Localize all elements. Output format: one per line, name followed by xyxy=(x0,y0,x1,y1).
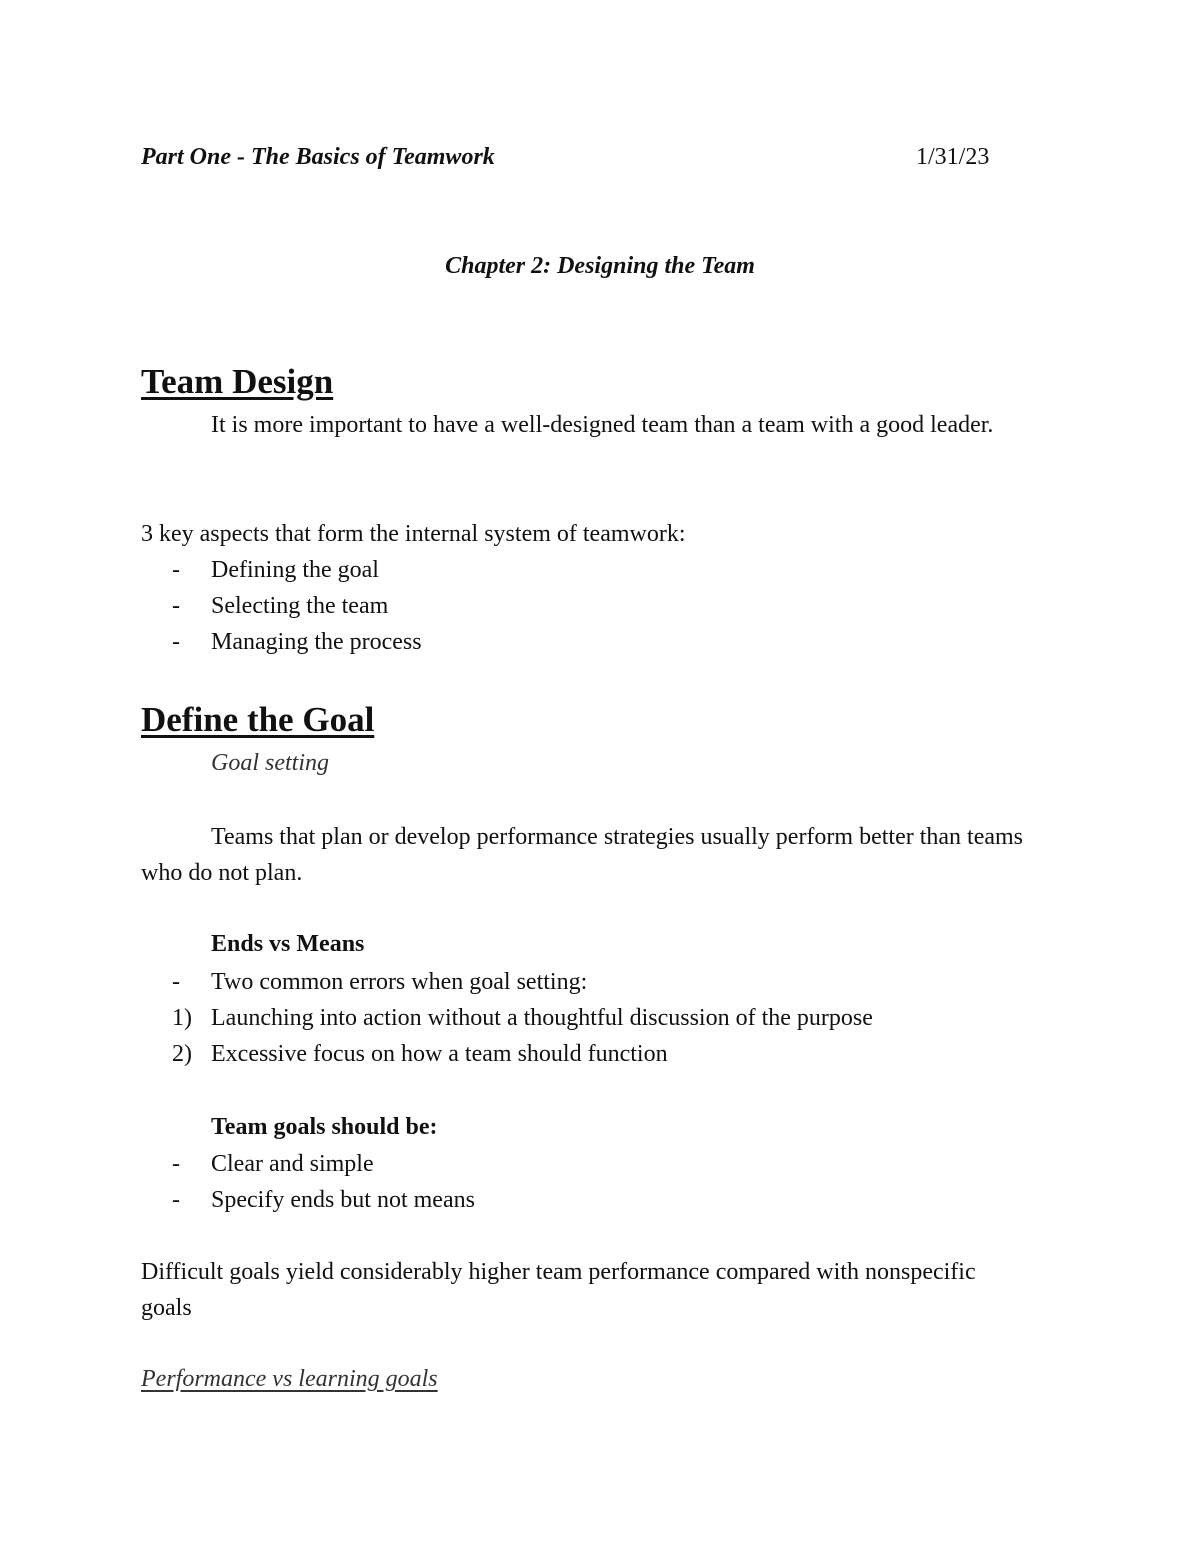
define-goal-heading: Define the Goal xyxy=(141,700,375,739)
list-item xyxy=(172,624,422,660)
list-marker: - xyxy=(172,1151,180,1177)
list-marker: 1) xyxy=(172,1005,192,1031)
ends-means-list xyxy=(172,964,873,1072)
list-item-text: Excessive focus on how a team should function xyxy=(211,1041,668,1067)
team-design-paragraph: It is more important to have a well-designed team than a team with a good leader. xyxy=(211,412,994,438)
list-item-text: Specify ends but not means xyxy=(211,1187,475,1213)
performance-vs-learning-heading: Performance vs learning goals xyxy=(141,1366,438,1392)
list-item xyxy=(172,588,422,624)
header-title: Part One - The Basics of Teamwork xyxy=(141,144,495,170)
team-design-heading: Team Design xyxy=(141,362,334,401)
difficult-goals-text: Difficult goals yield considerably higher team performance compared with nonspecific goals xyxy=(141,1259,976,1321)
list-marker: 2) xyxy=(172,1041,192,1067)
list-marker: - xyxy=(172,1187,180,1213)
list-item xyxy=(172,1146,475,1182)
list-item-text: Defining the goal xyxy=(211,557,379,583)
list-item xyxy=(172,964,873,1000)
list-marker: - xyxy=(172,593,180,619)
list-item-text: Selecting the team xyxy=(211,593,389,619)
goal-setting-subheading: Goal setting xyxy=(211,750,329,776)
chapter-title: Chapter 2: Designing the Team xyxy=(445,253,755,279)
list-item xyxy=(172,1036,873,1072)
list-marker: - xyxy=(172,629,180,655)
list-item-text: Launching into action without a thoughtful discussion of the purpose xyxy=(211,1005,873,1031)
list-item xyxy=(172,552,422,588)
define-goal-paragraph: Teams that plan or develop performance strategies usually perform better than teams who do not plan. xyxy=(141,824,1024,886)
list-item xyxy=(172,1000,873,1036)
list-item xyxy=(172,1182,475,1218)
ends-vs-means-title: Ends vs Means xyxy=(211,931,365,957)
list-marker: - xyxy=(172,557,180,583)
aspects-list xyxy=(172,552,422,660)
aspects-intro: 3 key aspects that form the internal system of teamwork: xyxy=(141,521,686,547)
list-item-text: Two common errors when goal setting: xyxy=(211,969,588,995)
header-date: 1/31/23 xyxy=(916,144,990,170)
list-item-text: Clear and simple xyxy=(211,1151,374,1177)
team-goals-list xyxy=(172,1146,475,1218)
team-goals-title: Team goals should be: xyxy=(211,1114,438,1140)
list-marker: - xyxy=(172,969,180,995)
list-item-text: Managing the process xyxy=(211,629,422,655)
